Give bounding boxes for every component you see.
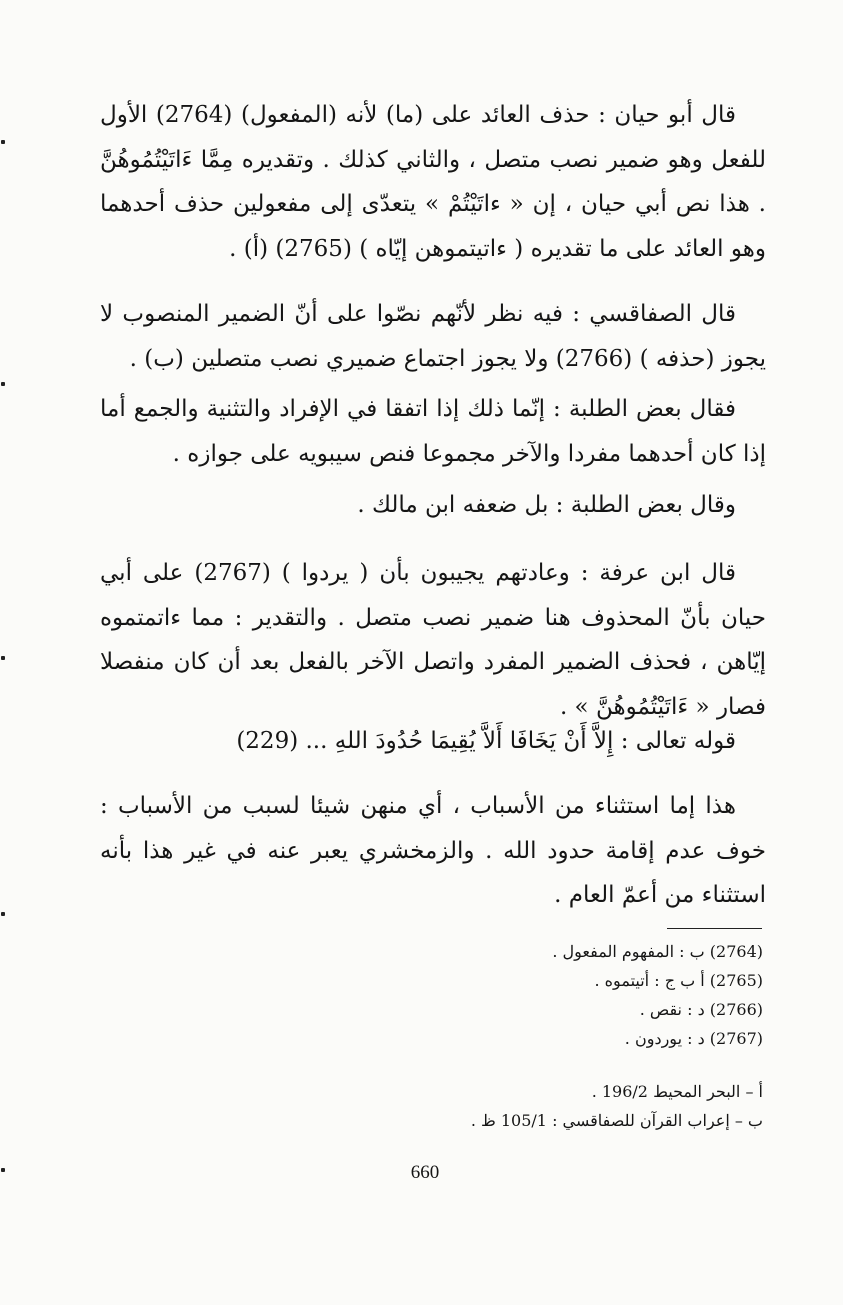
paragraph: وقال بعض الطلبة : بل ضعفه ابن مالك .: [357, 492, 736, 518]
paragraph: قال ابن عرفة : وعادتهم يجيبون بأن ( يردوا ) (2767) على أبي حيان بأنّ المحذوف هنا ضمير نصب متصل . والتقدير : مما ءاتمتموه إيّاهن ، فحذف الضمير المفرد واتصل الآخر بالفعل بعد أن كان منفصلا فصار « ءَاتَيْتُمُوهُنَّ » .: [100, 560, 766, 720]
footnote-divider: [667, 928, 762, 929]
margin-mark: [1, 140, 5, 144]
margin-mark: [1, 912, 5, 916]
paragraph: قال الصفاقسي : فيه نظر لأنّهم نصّوا على أنّ الضمير المنصوب لا يجوز (حذفه ) (2766) ولا يجوز اجتماع ضميري نصب متصلين (ب) .: [100, 301, 766, 372]
references: [293, 1077, 763, 1135]
reference: ب – إعراب القرآن للصفاقسي : 105/1 ظ .: [470, 1111, 763, 1130]
margin-mark: [1, 656, 5, 660]
footnote: (2767) د : يوردون .: [624, 1029, 763, 1048]
margin-mark: [1, 1168, 5, 1172]
paragraph: فقال بعض الطلبة : إنّما ذلك إذا اتفقا في الإفراد والتثنية والجمع أما إذا كان أحدهما مفردا والآخر مجموعا فنص سيبويه على جوازه .: [100, 396, 766, 467]
paragraph: هذا إما استثناء من الأسباب ، أي منهن شيئا لسبب من الأسباب : خوف عدم إقامة حدود الله . والزمخشري يعبر عنه في غير هذا بأنه استثناء من أعمّ العام .: [100, 793, 766, 908]
footnote: (2765) أ ب ج : أتيتموه .: [594, 971, 763, 990]
page-number: 660: [410, 1162, 440, 1183]
footnote: (2766) د : نقص .: [639, 1000, 763, 1019]
margin-mark: [1, 382, 5, 386]
footnote: (2764) ب : المفهوم المفعول .: [552, 942, 763, 961]
reference: أ – البحر المحيط 196/2 .: [591, 1082, 763, 1101]
verse-heading: قوله تعالى : إِلاَّ أَنْ يَخَافَا أَلاَّ يُقِيمَا حُدُودَ اللهِ ... (229): [236, 728, 736, 754]
footnotes: [293, 937, 763, 1053]
paragraph: قال أبو حيان : حذف العائد على (ما) لأنه (المفعول) (2764) الأول للفعل وهو ضمير نصب متصل ، والثاني كذلك . وتقديره مِمَّا ءَاتَيْتُمُوهُنَّ . هذا نص أبي حيان ، إن « ءاتَيْتُمْ » يتعدّى إلى مفعولين حذف أحدهما وهو العائد على ما تقديره ( ءاتيتموهن إيّاه ) (2765) (أ) .: [100, 102, 766, 262]
